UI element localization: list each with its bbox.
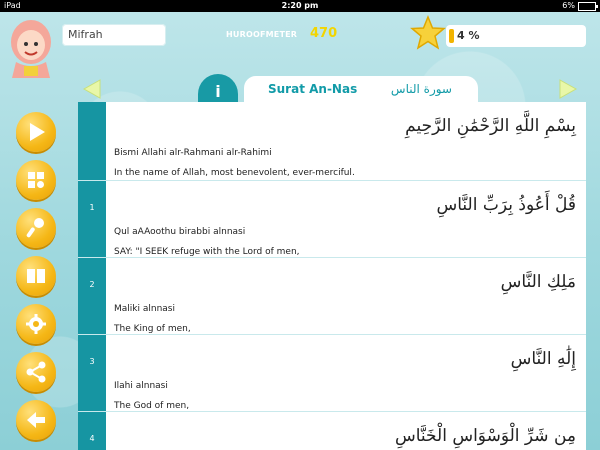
verse-row[interactable]: [78, 181, 586, 258]
play-icon: [24, 120, 48, 144]
huroofmeter-label: HUROOFMETER: [226, 30, 298, 39]
verse-number-strip: [78, 335, 106, 411]
verse-arabic: قُلْ أَعُوذُ بِرَبِّ النَّاسِ: [436, 195, 576, 215]
puzzle-button[interactable]: [16, 160, 56, 200]
verse-transliteration: Ilahi alnnasi: [114, 381, 168, 391]
next-surah-arrow-icon[interactable]: [558, 78, 578, 100]
verse-number: 2: [89, 280, 95, 289]
star-icon: [410, 15, 446, 51]
verse-number: 1: [89, 203, 95, 212]
play-button[interactable]: [16, 112, 56, 152]
back-icon: [24, 408, 48, 432]
microphone-icon: [24, 216, 48, 240]
verse-transliteration: Bismi Allahi alr-Rahmani alr-Rahimi: [114, 148, 272, 158]
verse-number: 3: [89, 357, 95, 366]
verse-number-strip: [78, 412, 106, 450]
status-bar: [0, 0, 600, 12]
surah-title-arabic: سورة الناس: [390, 82, 452, 96]
verse-arabic: مَلِكِ النَّاسِ: [500, 272, 576, 292]
verse-number-strip: [78, 102, 106, 180]
verse-transliteration: Qul aAAoothu birabbi alnnasi: [114, 227, 246, 237]
verse-arabic: مِن شَرِّ الْوَسْوَاسِ الْخَنَّاسِ: [394, 426, 576, 446]
record-button[interactable]: [16, 208, 56, 248]
verse-row[interactable]: [78, 102, 586, 181]
verse-row[interactable]: [78, 335, 586, 412]
back-button[interactable]: [16, 400, 56, 440]
verse-number-strip: [78, 181, 106, 257]
verse-translation: The King of men,: [114, 324, 191, 334]
clock: 2:20 pm: [281, 1, 319, 10]
username-text: Mifrah: [68, 28, 103, 41]
surah-title-english: Surat An-Nas: [268, 82, 358, 96]
verse-row[interactable]: [78, 412, 586, 450]
previous-surah-arrow-icon[interactable]: [82, 78, 102, 100]
settings-icon: [24, 312, 48, 336]
verse-translation: In the name of Allah, most benevolent, ever-merciful.: [114, 168, 355, 178]
verse-translation: SAY: "I SEEK refuge with the Lord of men,: [114, 247, 300, 257]
book-button[interactable]: [16, 256, 56, 296]
huroofmeter-value: 470: [310, 26, 338, 41]
verse-number-strip: [78, 258, 106, 334]
verse-transliteration: Maliki alnnasi: [114, 304, 175, 314]
verse-row[interactable]: [78, 258, 586, 335]
battery-indicator: [562, 0, 596, 12]
device-label: iPad: [4, 1, 21, 10]
avatar[interactable]: [6, 16, 56, 80]
progress-fill: [449, 29, 454, 43]
settings-button[interactable]: [16, 304, 56, 344]
verse-arabic: بِسْمِ اللَّهِ الرَّحْمَٰنِ الرَّحِيمِ: [405, 116, 576, 136]
girl-avatar-icon: [6, 16, 56, 80]
book-icon: [24, 264, 48, 288]
battery-percent: 6%: [562, 1, 575, 10]
progress-bar: [446, 25, 586, 47]
puzzle-icon: [24, 168, 48, 192]
verses-list[interactable]: [78, 102, 586, 450]
surah-title-tab: [244, 76, 478, 102]
verse-number: 4: [89, 434, 95, 443]
share-button[interactable]: [16, 352, 56, 392]
share-icon: [24, 360, 48, 384]
username-field[interactable]: [62, 24, 166, 46]
verse-arabic: إِلَٰهِ النَّاسِ: [510, 349, 576, 369]
battery-icon: [578, 2, 596, 11]
info-icon: i: [215, 82, 221, 101]
progress-text: 4 %: [457, 29, 480, 42]
verse-translation: The God of men,: [114, 401, 190, 411]
